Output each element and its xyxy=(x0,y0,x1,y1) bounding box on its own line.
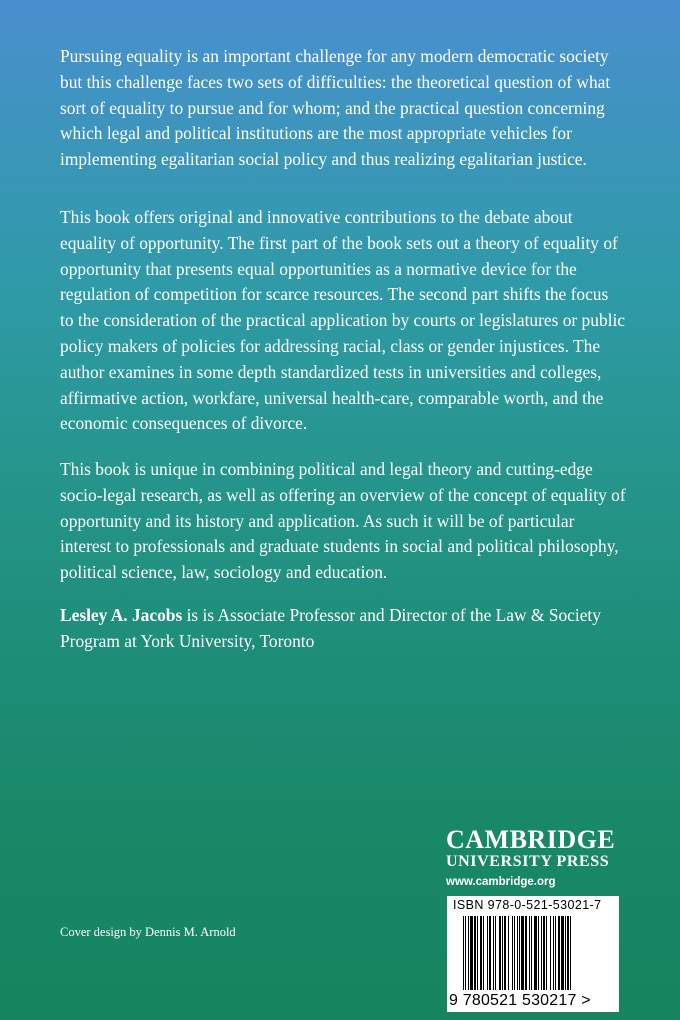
author-name: Lesley A. Jacobs xyxy=(60,605,183,625)
blurb-paragraph-3-text: This book is unique in combining political and legal theory and cutting-edge socio-legal research, as well as offering an overview of the concept of equality of opportunity and its history and application. As such it will be of particular interest to professionals and graduate students in social and political philosophy, political science, law, sociology and education. xyxy=(60,459,626,583)
barcode-icon xyxy=(463,916,609,990)
barcode-digits: 9 780521 530217 > xyxy=(449,992,591,1009)
publisher-url: www.cambridge.org xyxy=(446,876,556,888)
barcode-panel xyxy=(447,896,619,1012)
blurb-paragraph-1-text: Pursuing equality is an important challenge for any modern democratic society but this challenge faces two sets of difficulties: the theoretical question of what sort of equality to pursue and for whom; and the practical question concerning which legal and political institutions are the most appropriate vehicles for implementing egalitarian social policy and thus realizing egalitarian justice. xyxy=(60,46,611,170)
blurb-paragraph-2-text: This book offers original and innovative contributions to the debate about equality of opportunity. The first part of the book sets out a theory of equality of opportunity that presents equal opportunities as a normative device for the regulation of competition for scarce resources. The second part shifts the focus to the consideration of the practical application by courts or legislatures or public policy makers of policies for addressing racial, class or gender injustices. The author examines in some depth standardized tests in universities and colleges, affirmative action, workfare, universal health-care, comparable worth, and the economic consequences of divorce. xyxy=(60,207,626,434)
publisher-subtitle: UNIVERSITY PRESS xyxy=(446,853,610,870)
blurb-paragraph-2 xyxy=(60,205,626,437)
cover-design-credit: Cover design by Dennis M. Arnold xyxy=(60,925,236,939)
isbn-label: ISBN 978-0-521-53021-7 xyxy=(453,898,602,912)
publisher-logo xyxy=(446,826,626,890)
author-bio xyxy=(60,603,626,655)
blurb-paragraph-3 xyxy=(60,457,626,586)
publisher-name: CAMBRIDGE xyxy=(446,825,616,854)
blurb-paragraph-1 xyxy=(60,44,626,173)
author-bio-text xyxy=(60,603,626,655)
author-bio-body: is is Associate Professor and Director of the Law & Society Program at York University, Toronto xyxy=(60,605,601,651)
